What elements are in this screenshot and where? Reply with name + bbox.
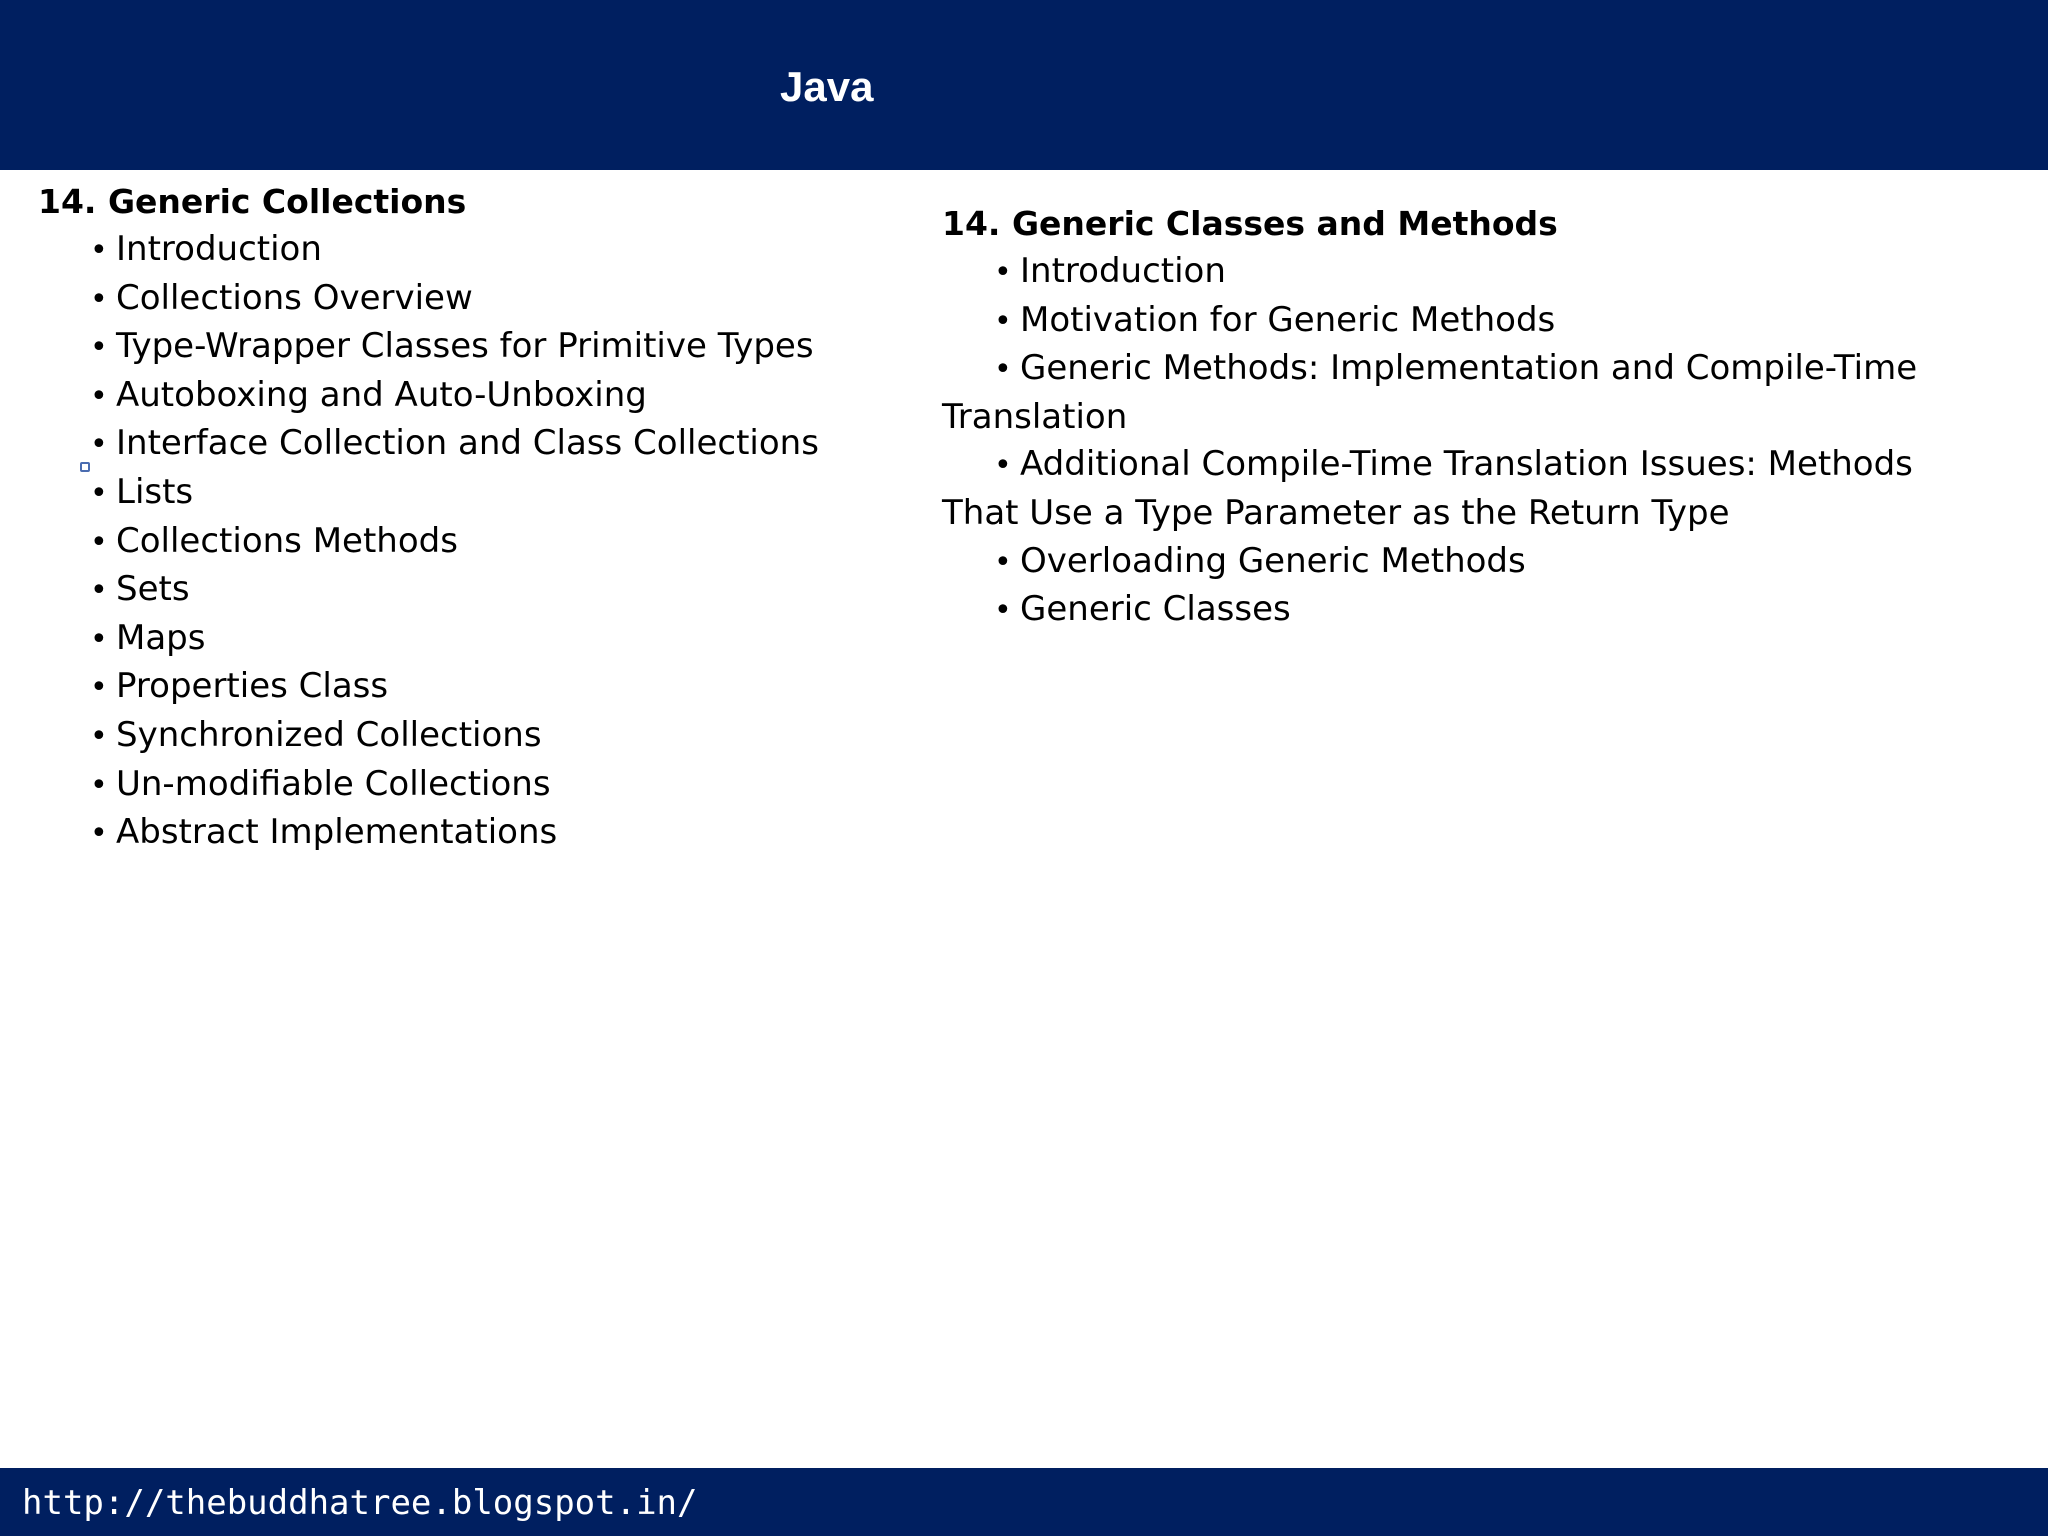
list-item	[942, 538, 2002, 587]
list-item-first-line	[942, 345, 2002, 394]
left-topic-list	[38, 226, 898, 858]
list-item-label: Collections Methods	[116, 520, 458, 561]
list-item-label: Autoboxing and Auto-Unboxing	[116, 374, 647, 415]
list-item	[942, 441, 2002, 537]
list-item-continuation: That Use a Type Parameter as the Return Type	[942, 492, 1730, 533]
list-item-label: Introduction	[116, 229, 322, 269]
list-item-label: Additional Compile-Time Translation Issues: Methods	[1020, 444, 1913, 485]
left-section-heading: 14. Generic Collections	[38, 182, 467, 221]
list-item	[942, 345, 2002, 441]
bullet-icon: •	[90, 378, 108, 414]
bullet-icon: •	[994, 255, 1012, 290]
bullet-icon: •	[90, 670, 108, 706]
list-item	[38, 761, 898, 810]
list-item	[942, 297, 2002, 346]
list-item	[38, 323, 898, 372]
list-item-continuation: Translation	[942, 396, 1128, 437]
list-item-label: Lists	[116, 471, 194, 512]
list-item-first-line	[942, 441, 2002, 490]
right-section	[942, 200, 2002, 635]
list-item-label: Sets	[116, 569, 190, 610]
list-item-first-line	[942, 586, 2002, 635]
list-item	[942, 586, 2002, 635]
list-item	[38, 566, 898, 615]
list-item-label: Properties Class	[116, 666, 389, 707]
bullet-icon: •	[90, 427, 108, 463]
bullet-icon: •	[90, 767, 108, 803]
list-item-label: Collections Overview	[116, 277, 473, 318]
list-item-label: Abstract Implementations	[116, 812, 558, 853]
list-item-first-line	[942, 248, 2002, 297]
list-item	[38, 469, 898, 518]
list-item	[38, 663, 898, 712]
bullet-icon: •	[90, 524, 108, 560]
list-item-label: Generic Classes	[1020, 589, 1291, 630]
bullet-icon: •	[90, 718, 108, 754]
left-section	[38, 178, 898, 858]
list-item-first-line	[942, 297, 2002, 346]
bullet-icon: •	[994, 352, 1012, 388]
list-item-label: Maps	[116, 617, 206, 658]
list-item	[38, 615, 898, 664]
list-item-label: Synchronized Collections	[116, 714, 542, 755]
footer-bar	[0, 1468, 2048, 1536]
list-item	[38, 809, 898, 858]
list-item-label: Un-modifiable Collections	[116, 763, 551, 804]
list-item-first-line	[942, 538, 2002, 587]
header-bar	[0, 0, 2048, 170]
list-item-label: Motivation for Generic Methods	[1020, 299, 1556, 340]
bullet-icon: •	[994, 544, 1012, 580]
bullet-icon: •	[90, 816, 108, 852]
bullet-icon: •	[994, 593, 1012, 629]
list-item-label: Type-Wrapper Classes for Primitive Types	[116, 326, 814, 367]
footer-url-link[interactable]: http://thebuddhatree.blogspot.in/	[22, 1483, 698, 1523]
bullet-icon: •	[90, 475, 108, 511]
bullet-icon: •	[90, 281, 108, 317]
bullet-icon: •	[90, 330, 108, 366]
right-section-heading: 14. Generic Classes and Methods	[942, 204, 1558, 243]
list-item	[38, 712, 898, 761]
list-item	[38, 518, 898, 567]
list-item-label: Interface Collection and Class Collections	[116, 423, 819, 464]
list-item	[38, 420, 898, 469]
list-item-label: Generic Methods: Implementation and Compile-Time	[1020, 348, 1918, 389]
bullet-icon: •	[90, 233, 108, 268]
bullet-icon: •	[994, 303, 1012, 339]
slide-title: Java	[780, 63, 874, 110]
list-item	[942, 248, 2002, 297]
list-item	[38, 372, 898, 421]
list-item	[38, 275, 898, 324]
right-topic-list	[942, 248, 2002, 635]
object-handle-icon[interactable]	[80, 462, 90, 472]
bullet-icon: •	[90, 573, 108, 609]
list-item-label: Overloading Generic Methods	[1020, 540, 1526, 581]
bullet-icon: •	[994, 448, 1012, 484]
list-item	[38, 226, 898, 275]
bullet-icon: •	[90, 621, 108, 657]
list-item-label: Introduction	[1020, 251, 1226, 291]
